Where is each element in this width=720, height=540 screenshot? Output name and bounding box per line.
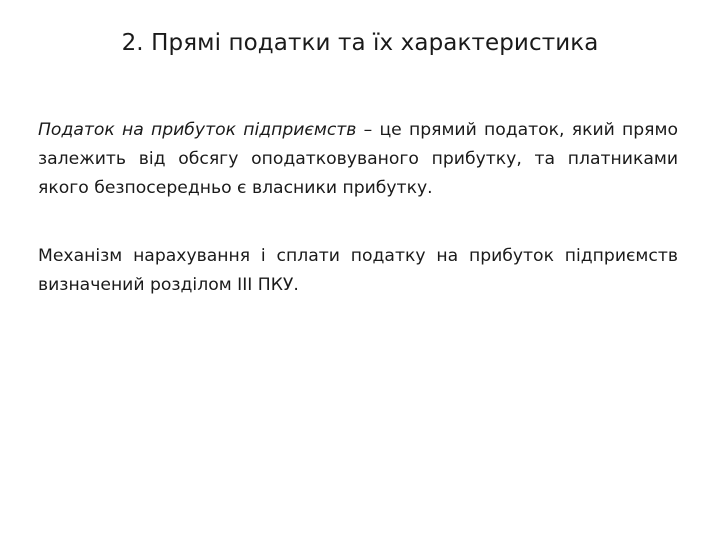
definition-paragraph xyxy=(38,116,678,203)
slide-title: 2. Прямі податки та їх характеристика xyxy=(121,30,599,56)
mechanism-paragraph: Механізм нарахування і сплати податку на прибуток підприємств визначений розділом ІІІ ПКУ. xyxy=(38,246,678,295)
defined-term: Податок на прибуток підприємств xyxy=(38,120,357,140)
definition-text: – це прямий податок, який прямо залежить від обсягу оподатковуваного прибутку, та платниками якого безпосередньо є власники прибутку. xyxy=(38,120,678,198)
